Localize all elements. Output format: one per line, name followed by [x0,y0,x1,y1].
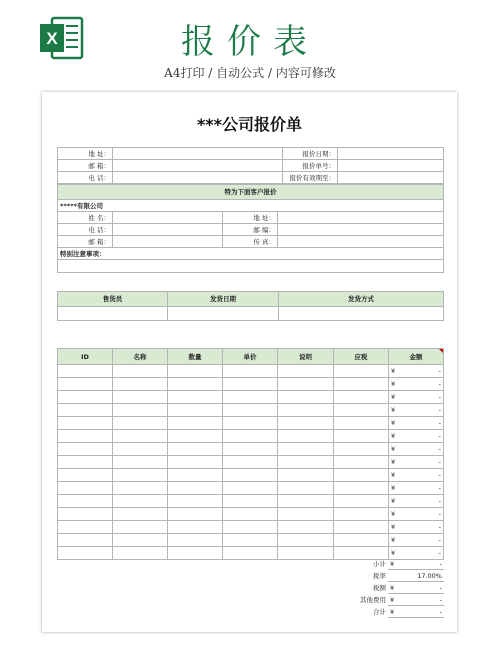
col-taxable: 应税 [334,349,389,365]
item-cell[interactable] [58,508,113,521]
shipping-table [57,291,444,321]
item-cell[interactable] [58,534,113,547]
page-title: 报价表 [181,22,319,62]
salesperson-field[interactable] [58,307,168,321]
page-subtitle: A4打印 / 自动公式 / 内容可修改 [164,66,336,80]
customer-name-field[interactable] [113,212,223,224]
item-cell[interactable] [58,417,113,430]
currency-symbol: ¥ [391,445,396,453]
currency-symbol: ¥ [391,458,396,466]
amount-value: - [438,367,441,375]
item-cell[interactable] [58,521,113,534]
item-cell[interactable] [168,365,223,378]
item-cell[interactable] [113,404,168,417]
table-row [58,521,444,534]
ship-method-header: 发货方式 [279,292,444,307]
table-row [58,495,444,508]
item-cell[interactable] [278,469,334,482]
amount-value: - [438,393,441,401]
totals-value: - [439,595,442,604]
table-row [58,534,444,547]
amount-value: - [438,536,441,544]
item-cell[interactable] [113,534,168,547]
totals-row [57,570,444,582]
item-cell[interactable] [168,417,223,430]
item-cell[interactable] [113,430,168,443]
currency-symbol: ¥ [391,432,396,440]
table-row [58,378,444,391]
currency-symbol: ¥ [391,406,396,414]
item-cell[interactable] [223,365,278,378]
item-cell[interactable] [223,508,278,521]
customer-email-field[interactable] [113,236,223,248]
totals-label: 合计 [373,607,386,616]
item-cell[interactable] [168,404,223,417]
amount-value: - [438,445,441,453]
amount-value: - [438,471,441,479]
item-cell[interactable] [278,495,334,508]
item-cell[interactable] [223,443,278,456]
amount-value: - [438,549,441,557]
amount-value: - [438,406,441,414]
item-cell[interactable] [334,521,389,534]
item-cell[interactable] [334,534,389,547]
item-cell[interactable] [168,430,223,443]
item-cell[interactable] [334,482,389,495]
amount-value: - [438,380,441,388]
customer-band: 特为下面客户报价 [58,185,444,200]
banner [0,0,500,90]
customer-zip-field[interactable] [278,224,444,236]
totals-value: 17.00% [417,571,442,580]
item-cell[interactable] [113,521,168,534]
table-row [58,404,444,417]
customer-address-field[interactable] [278,212,444,224]
totals-label: 税率 [373,571,386,580]
item-amount-cell [389,456,444,469]
totals-value: - [439,559,442,568]
item-cell[interactable] [113,495,168,508]
item-cell[interactable] [58,365,113,378]
col-amount-label: 金额 [409,352,423,361]
item-cell[interactable] [223,534,278,547]
item-cell[interactable] [278,443,334,456]
totals-label: 税额 [373,583,386,592]
ship-date-header: 发货日期 [168,292,279,307]
table-row [58,456,444,469]
item-cell[interactable] [168,508,223,521]
item-cell[interactable] [58,469,113,482]
currency-symbol: ¥ [390,559,395,568]
item-cell[interactable] [278,456,334,469]
table-row [58,365,444,378]
item-cell[interactable] [334,495,389,508]
item-cell[interactable] [223,495,278,508]
item-cell[interactable] [113,365,168,378]
table-row [58,391,444,404]
item-cell[interactable] [58,378,113,391]
customer-fax-field[interactable] [278,236,444,248]
totals-value-cell [388,570,444,582]
col-description: 说明 [278,349,334,365]
customer-zip-label: 邮 编： [223,224,278,236]
item-cell[interactable] [168,521,223,534]
totals-row [57,594,444,606]
item-cell[interactable] [334,456,389,469]
currency-symbol: ¥ [391,536,396,544]
customer-fax-label: 传 真： [223,236,278,248]
item-cell[interactable] [334,469,389,482]
company-info-table [57,147,444,184]
item-cell[interactable] [58,482,113,495]
currency-symbol: ¥ [391,393,396,401]
item-cell[interactable] [113,469,168,482]
table-row [58,469,444,482]
amount-value: - [438,497,441,505]
item-cell[interactable] [223,404,278,417]
currency-symbol: ¥ [390,607,395,616]
item-cell[interactable] [58,404,113,417]
item-cell[interactable] [278,378,334,391]
special-notes-field[interactable] [58,260,444,273]
item-cell[interactable] [58,430,113,443]
col-id: ID [58,349,113,365]
item-cell[interactable] [113,456,168,469]
customer-table [57,184,444,273]
currency-symbol: ¥ [391,380,396,388]
totals-value-cell [388,558,444,570]
amount-value: - [438,419,441,427]
item-cell[interactable] [223,456,278,469]
quote-sheet [42,92,457,632]
item-cell[interactable] [58,495,113,508]
valid-until-field[interactable] [338,172,444,184]
item-cell[interactable] [223,378,278,391]
totals-value-cell [388,582,444,594]
currency-symbol: ¥ [391,419,396,427]
item-amount-cell [389,521,444,534]
col-qty: 数量 [168,349,223,365]
item-cell[interactable] [113,391,168,404]
totals-value: - [439,607,442,616]
item-cell[interactable] [168,495,223,508]
item-cell[interactable] [58,391,113,404]
item-cell[interactable] [223,521,278,534]
item-amount-cell [389,391,444,404]
item-cell[interactable] [168,443,223,456]
item-amount-cell [389,443,444,456]
customer-email-label: 邮 箱： [58,236,113,248]
item-cell[interactable] [58,456,113,469]
amount-value: - [438,484,441,492]
item-cell[interactable] [223,391,278,404]
item-amount-cell [389,534,444,547]
table-row [58,482,444,495]
item-cell[interactable] [278,365,334,378]
address-label: 地 址： [58,148,113,160]
currency-symbol: ¥ [391,471,396,479]
item-cell[interactable] [223,469,278,482]
phone-field[interactable] [113,172,283,184]
quote-number-field[interactable] [338,160,444,172]
item-cell[interactable] [168,469,223,482]
currency-symbol: ¥ [391,549,396,557]
item-amount-cell [389,430,444,443]
ship-date-field[interactable] [168,307,279,321]
currency-symbol: ¥ [391,484,396,492]
totals-label: 小计 [373,559,386,568]
item-cell[interactable] [334,378,389,391]
item-cell[interactable] [278,482,334,495]
item-cell[interactable] [278,391,334,404]
customer-company: *****有限公司 [58,200,444,212]
ship-method-field[interactable] [279,307,444,321]
amount-value: - [438,458,441,466]
item-cell[interactable] [278,534,334,547]
col-unit-price: 单价 [223,349,278,365]
table-row [58,508,444,521]
comment-marker-icon [439,349,443,353]
totals-row [57,606,444,618]
phone-label: 电 话： [58,172,113,184]
customer-name-label: 姓 名： [58,212,113,224]
item-cell[interactable] [334,365,389,378]
customer-phone-field[interactable] [113,224,223,236]
col-amount [389,349,444,365]
item-cell[interactable] [334,430,389,443]
currency-symbol: ¥ [390,583,395,592]
email-field[interactable] [113,160,283,172]
svg-text:X: X [46,29,58,48]
currency-symbol: ¥ [390,595,395,604]
item-cell[interactable] [168,378,223,391]
amount-value: - [438,523,441,531]
item-cell[interactable] [223,417,278,430]
item-cell[interactable] [278,404,334,417]
email-label: 邮 箱： [58,160,113,172]
item-amount-cell [389,404,444,417]
item-cell[interactable] [113,417,168,430]
valid-until-label: 报价有效期至： [283,172,338,184]
item-cell[interactable] [113,482,168,495]
amount-value: - [438,510,441,518]
currency-symbol: ¥ [391,497,396,505]
table-row [58,417,444,430]
table-row [58,430,444,443]
customer-address-label: 地 址： [223,212,278,224]
table-row [58,443,444,456]
item-cell[interactable] [168,391,223,404]
item-cell[interactable] [113,378,168,391]
totals-row [57,582,444,594]
item-cell[interactable] [334,443,389,456]
item-amount-cell [389,469,444,482]
quote-date-field[interactable] [338,148,444,160]
items-table [57,348,444,560]
item-cell[interactable] [334,404,389,417]
currency-symbol: ¥ [391,367,396,375]
col-name: 名称 [113,349,168,365]
item-cell[interactable] [168,482,223,495]
quote-title: ***公司报价单 [196,115,303,134]
item-cell[interactable] [334,391,389,404]
item-amount-cell [389,508,444,521]
special-notes-label: 特别注意事项： [58,248,444,260]
item-amount-cell [389,365,444,378]
currency-symbol: ¥ [391,510,396,518]
item-cell[interactable] [168,456,223,469]
item-cell[interactable] [334,417,389,430]
salesperson-header: 售货员 [58,292,168,307]
item-cell[interactable] [223,430,278,443]
item-amount-cell [389,482,444,495]
item-amount-cell [389,417,444,430]
item-cell[interactable] [113,508,168,521]
item-cell[interactable] [223,482,278,495]
totals-table [57,558,444,618]
item-cell[interactable] [278,430,334,443]
item-cell[interactable] [278,508,334,521]
totals-label: 其他费用 [360,595,386,604]
item-cell[interactable] [113,443,168,456]
quote-date-label: 报价日期： [283,148,338,160]
totals-row [57,558,444,570]
totals-value-cell [388,606,444,618]
item-cell[interactable] [58,443,113,456]
currency-symbol: ¥ [391,523,396,531]
quote-number-label: 报价单号： [283,160,338,172]
item-cell[interactable] [334,508,389,521]
item-amount-cell [389,495,444,508]
amount-value: - [438,432,441,440]
customer-phone-label: 电 话： [58,224,113,236]
item-amount-cell [389,378,444,391]
totals-value: - [439,583,442,592]
item-cell[interactable] [278,417,334,430]
totals-value-cell [388,594,444,606]
address-field[interactable] [113,148,283,160]
item-cell[interactable] [278,521,334,534]
item-cell[interactable] [168,534,223,547]
